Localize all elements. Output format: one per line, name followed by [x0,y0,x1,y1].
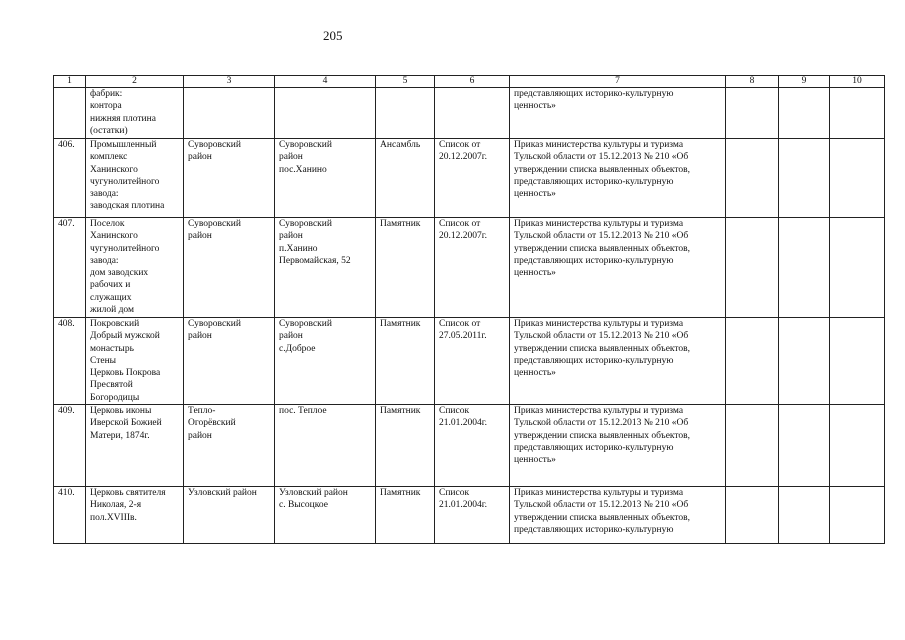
object-type-cell: Памятник [376,318,435,405]
cell-text-line: Список от [439,140,481,150]
list-date-cell [435,139,510,218]
column-number-header-row [54,76,885,88]
document-cell [510,139,726,218]
column-header: 7 [510,76,726,88]
empty-cell [726,88,779,139]
cell-text-line: монастырь [90,343,134,354]
object-name-cell [86,318,184,405]
cell-text-line: ценность» [514,455,556,466]
cell-text-line: утверждении списка выявленных объектов, [514,430,691,441]
cell-text-line: Суворовский [188,140,241,150]
empty-cell [779,218,830,318]
cell-text-line: Список от [439,319,481,329]
empty-cell [830,88,885,139]
registry-body [54,88,885,544]
empty-cell [779,318,830,405]
table-row [54,88,885,139]
cell-text-line: Список от [439,219,481,229]
cell-text-line: ценность» [514,189,556,200]
cell-text-line: Тульской области от 15.12.2013 № 210 «Об [514,331,689,342]
cell-text-line: Тульской области от 15.12.2013 № 210 «Об [514,418,689,429]
cell-text-line: Список [439,488,470,499]
cell-text-line: представляющих историко-культурную [514,524,674,535]
cell-text-line: контора [90,101,122,112]
empty-cell [726,218,779,318]
cell-text-line: район [188,331,212,342]
district-cell [184,318,275,405]
row-number-cell: 408. [54,318,86,405]
cell-text-line: Приказ министерства культуры и туризма [514,406,684,417]
cell-text-line: пол.XVIIIв. [90,512,137,523]
cell-text-line: Приказ министерства культуры и туризма [514,219,684,229]
list-date-cell [435,218,510,318]
column-header: 9 [779,76,830,88]
object-type-cell: Ансамбль [376,139,435,218]
empty-cell [779,405,830,487]
cell-text-line: представляющих историко-культурную [514,89,674,99]
object-type-cell: Памятник [376,487,435,544]
district-cell [184,88,275,139]
cell-text-line: Покровский [90,319,140,329]
list-date-cell [435,88,510,139]
document-cell [510,405,726,487]
cell-text-line: Приказ министерства культуры и туризма [514,488,684,499]
cell-text-line: представляющих историко-культурную [514,255,674,266]
cell-text-line: утверждении списка выявленных объектов, [514,512,691,523]
table-row [54,218,885,318]
cell-text-line: с. Высоцкое [279,500,328,511]
cell-text-line: 27.05.2011г. [439,331,487,342]
table-row [54,487,885,544]
cell-text-line: район [279,331,303,342]
document-cell [510,487,726,544]
cell-text-line: жилой дом [90,305,135,316]
empty-cell [779,88,830,139]
district-cell [184,405,275,487]
district-cell [184,139,275,218]
heritage-registry-table [53,75,885,544]
row-number-cell: 407. [54,218,86,318]
row-number-cell: 409. [54,405,86,487]
table-row [54,318,885,405]
cell-text-line: (остатки) [90,125,128,136]
cell-text-line: район [279,152,303,163]
list-date-cell [435,318,510,405]
cell-text-line: Суворовский [279,140,332,150]
cell-text-line: Суворовский [279,219,332,229]
cell-text-line: Приказ министерства культуры и туризма [514,140,684,150]
cell-text-line: утверждении списка выявленных объектов, [514,243,691,254]
cell-text-line: пос.Ханино [279,164,327,175]
empty-cell [779,139,830,218]
cell-text-line: 20.12.2007г. [439,152,487,163]
cell-text-line: Тепло- [188,406,216,417]
cell-text-line: дом заводских [90,268,149,279]
cell-text-line: Огорёвский [188,418,236,429]
cell-text-line: Список [439,406,470,417]
cell-text-line: пос. Теплое [279,406,327,417]
empty-cell [726,487,779,544]
cell-text-line: район [188,231,212,242]
column-header: 2 [86,76,184,88]
cell-text-line: Стены [90,355,117,366]
list-date-cell [435,405,510,487]
cell-text-line: Узловский район [188,488,257,499]
cell-text-line: утверждении списка выявленных объектов, [514,164,691,175]
cell-text-line: рабочих и [90,280,131,291]
cell-text-line: фабрик: [90,89,123,99]
document-cell [510,88,726,139]
cell-text-line: Николая, 2-я [90,500,142,511]
cell-text-line: Суворовский [188,319,241,329]
address-cell [275,487,376,544]
column-header: 5 [376,76,435,88]
empty-cell [830,405,885,487]
column-header: 8 [726,76,779,88]
table-row [54,139,885,218]
list-date-cell [435,487,510,544]
object-name-cell [86,405,184,487]
cell-text-line: 20.12.2007г. [439,231,487,242]
cell-text-line: 21.01.2004г. [439,500,487,511]
cell-text-line: завода: [90,255,119,266]
cell-text-line: представляющих историко-культурную [514,355,674,366]
cell-text-line: Иверской Божией [90,418,162,429]
cell-text-line: ценность» [514,101,556,112]
document-cell [510,318,726,405]
cell-text-line: заводская плотина [90,201,165,212]
district-cell [184,218,275,318]
cell-text-line: Суворовский [279,319,332,329]
cell-text-line: нижняя плотина [90,113,156,124]
empty-cell [830,139,885,218]
cell-text-line: Церковь иконы [90,406,152,417]
cell-text-line: Ханинского [90,164,138,175]
cell-text-line: Приказ министерства культуры и туризма [514,319,684,329]
address-cell [275,88,376,139]
cell-text-line: п.Ханино [279,243,318,254]
empty-cell [726,139,779,218]
cell-text-line: ценность» [514,368,556,379]
object-name-cell [86,88,184,139]
cell-text-line: Матери, 1874г. [90,430,150,441]
cell-text-line: чугунолитейного [90,176,160,187]
cell-text-line: чугунолитейного [90,243,160,254]
column-header: 1 [54,76,86,88]
column-header: 3 [184,76,275,88]
address-cell [275,405,376,487]
column-header: 4 [275,76,376,88]
object-type-cell [376,88,435,139]
empty-cell [830,218,885,318]
cell-text-line: комплекс [90,152,128,163]
empty-cell [779,487,830,544]
cell-text-line: служащих [90,292,132,303]
empty-cell [830,318,885,405]
row-number-cell: 406. [54,139,86,218]
cell-text-line: Богородицы [90,392,140,403]
page-number: 205 [323,28,343,43]
cell-text-line: Церковь святителя [90,488,166,499]
empty-cell [726,318,779,405]
table-row [54,405,885,487]
row-number-cell [54,88,86,139]
column-header: 6 [435,76,510,88]
address-cell [275,218,376,318]
cell-text-line: представляющих историко-культурную [514,442,674,453]
cell-text-line: район [188,152,212,163]
empty-cell [726,405,779,487]
cell-text-line: Церковь Покрова [90,368,161,379]
cell-text-line: с.Доброе [279,343,316,354]
cell-text-line: утверждении списка выявленных объектов, [514,343,691,354]
row-number-cell: 410. [54,487,86,544]
object-name-cell [86,487,184,544]
cell-text-line: Тульской области от 15.12.2013 № 210 «Об [514,231,689,242]
cell-text-line: район [279,231,303,242]
object-name-cell [86,139,184,218]
cell-text-line: Суворовский [188,219,241,229]
cell-text-line: Добрый мужской [90,331,160,342]
cell-text-line: Первомайская, 52 [279,255,351,266]
address-cell [275,139,376,218]
cell-text-line: Пресвятой [90,380,133,391]
object-type-cell: Памятник [376,405,435,487]
empty-cell [830,487,885,544]
cell-text-line: район [188,430,212,441]
cell-text-line: ценность» [514,268,556,279]
document-cell [510,218,726,318]
cell-text-line: Поселок [90,219,125,229]
cell-text-line: Ханинского [90,231,138,242]
cell-text-line: Узловский район [279,488,348,499]
column-header: 10 [830,76,885,88]
cell-text-line: 21.01.2004г. [439,418,487,429]
object-name-cell [86,218,184,318]
object-type-cell: Памятник [376,218,435,318]
cell-text-line: завода: [90,189,119,200]
district-cell [184,487,275,544]
cell-text-line: представляющих историко-культурную [514,176,674,187]
cell-text-line: Тульской области от 15.12.2013 № 210 «Об [514,152,689,163]
address-cell [275,318,376,405]
cell-text-line: Промышленный [90,140,157,150]
cell-text-line: Тульской области от 15.12.2013 № 210 «Об [514,500,689,511]
